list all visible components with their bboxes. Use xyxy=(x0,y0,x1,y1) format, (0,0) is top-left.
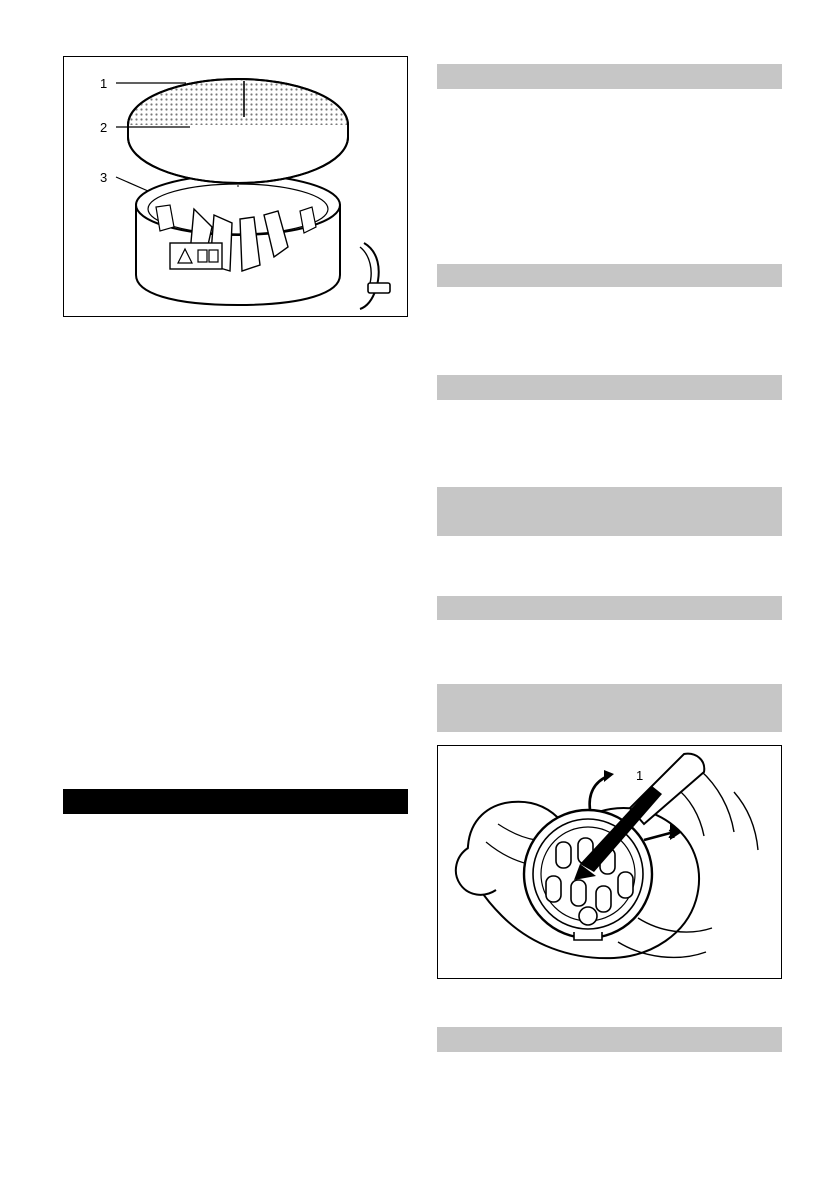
left-column xyxy=(63,56,408,1136)
figure-filter-cover xyxy=(63,56,408,317)
text-block-4 xyxy=(437,487,782,536)
filter-cover-illustration xyxy=(64,57,407,316)
plug-wiring-illustration xyxy=(438,746,781,978)
callout-label-2: 2 xyxy=(668,826,676,841)
text-block-7 xyxy=(437,1027,782,1052)
text-block-5 xyxy=(437,596,782,620)
figure-plug-wiring xyxy=(437,745,782,979)
text-block-3 xyxy=(437,375,782,400)
text-block-6 xyxy=(437,684,782,732)
callout-label-1: 1 xyxy=(636,768,644,783)
section-heading-bar xyxy=(63,789,408,814)
text-block-2 xyxy=(437,264,782,287)
callout-label-1: 1 xyxy=(100,76,108,91)
text-block-1 xyxy=(437,64,782,89)
callout-label-2: 2 xyxy=(100,120,108,135)
right-column xyxy=(437,56,782,1136)
callout-label-3: 3 xyxy=(100,170,108,185)
